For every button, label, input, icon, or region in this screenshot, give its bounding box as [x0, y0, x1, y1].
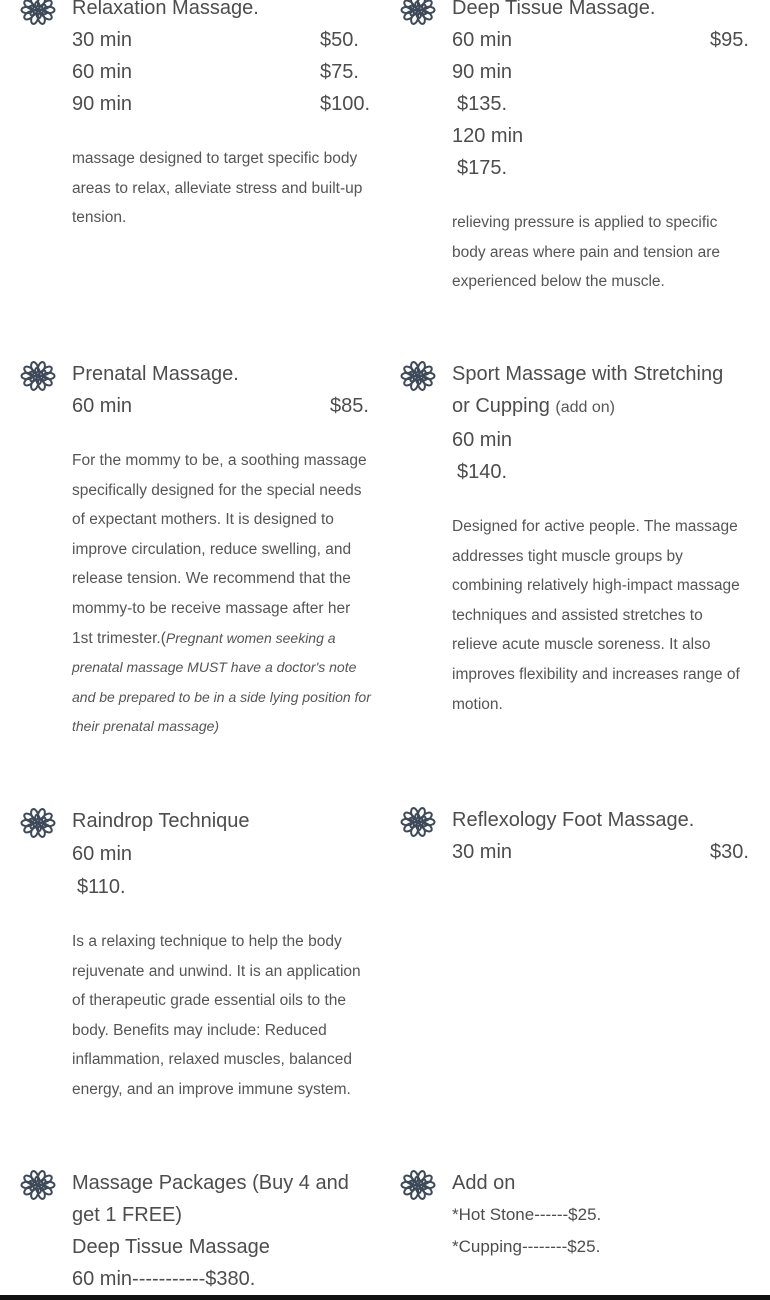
service-description: relieving pressure is applied to specific body areas where pain and tension are experienced below the muscle. — [452, 214, 720, 291]
addon-item: *Hot Stone------$25. — [452, 1205, 602, 1224]
duration-row: 60 min — [452, 429, 513, 451]
duration-row: 60 min — [72, 843, 133, 865]
package-title-line2: get 1 FREE) — [72, 1204, 183, 1226]
lotus-icon — [400, 806, 436, 838]
price-row: $135. — [457, 93, 508, 115]
package-service: Deep Tissue Massage — [72, 1236, 270, 1258]
price-row — [72, 390, 372, 422]
price-row: $175. — [457, 157, 508, 179]
service-reflexology — [452, 804, 752, 868]
duration-row: 90 min — [452, 61, 513, 83]
lotus-icon — [400, 360, 436, 392]
lotus-icon — [20, 807, 56, 839]
price-row: $110. — [77, 876, 126, 898]
service-description: massage designed to target specific body areas to relax, alleviate stress and built-up tension. — [72, 150, 363, 227]
service-sport — [452, 358, 752, 719]
add-on-note: (add on) — [555, 399, 615, 416]
service-title-line1: Sport Massage with Stretching — [452, 363, 724, 385]
service-title: Raindrop Technique — [72, 810, 250, 832]
service-relaxation — [72, 0, 372, 233]
service-raindrop — [72, 805, 372, 1105]
doctor-note: Pregnant women seeking a prenatal massage MUST have a doctor's note and be prepared to be in a side lying position for their prenatal massage) — [72, 629, 371, 735]
price: $30. — [710, 841, 749, 863]
duration: 90 min — [72, 93, 133, 115]
bottom-bar — [0, 1295, 770, 1300]
package-title-line1: Massage Packages (Buy 4 and — [72, 1172, 349, 1194]
service-packages — [72, 1167, 372, 1295]
price-row — [72, 24, 372, 56]
lotus-icon — [400, 0, 436, 26]
service-description — [72, 446, 372, 742]
service-title: Deep Tissue Massage. — [452, 0, 656, 19]
service-title-line2 — [452, 390, 752, 424]
price-row — [72, 56, 372, 88]
service-prenatal — [72, 358, 372, 742]
service-deep-tissue — [452, 0, 752, 297]
price-row — [452, 836, 752, 868]
service-title-text: or Cupping — [452, 395, 550, 417]
addon-title: Add on — [452, 1172, 516, 1194]
price: $85. — [330, 395, 369, 417]
price-row — [72, 88, 372, 120]
lotus-icon — [20, 360, 56, 392]
price-row: $140. — [457, 461, 508, 483]
duration: 30 min — [72, 29, 133, 51]
service-description: Is a relaxing technique to help the body rejuvenate and unwind. It is an application of therapeutic grade essential oils to the body. Benefits may include: Reduced inflammation, relaxed muscles, balanced energy, and an improve immune system. — [72, 933, 361, 1098]
description-text: For the mommy to be, a soothing massage specifically designed for the special needs of expectant mothers. It is designed to improve circulation, reduce swelling, and release tension. We recommend that the mommy-to be receive massage after her 1st trimester.( — [72, 452, 367, 647]
lotus-icon — [400, 1169, 436, 1201]
price-row — [452, 24, 752, 56]
service-title: Prenatal Massage. — [72, 363, 239, 385]
service-addon — [452, 1167, 752, 1263]
addon-item: *Cupping--------$25. — [452, 1237, 601, 1256]
duration-row: 120 min — [452, 125, 524, 147]
service-title: Relaxation Massage. — [72, 0, 259, 19]
package-price: 60 min-----------$380. — [72, 1268, 256, 1290]
price: $50. — [320, 29, 359, 51]
price: $75. — [320, 61, 359, 83]
duration: 60 min — [452, 29, 513, 51]
price: $95. — [710, 29, 749, 51]
duration: 60 min — [72, 395, 133, 417]
service-description: Designed for active people. The massage addresses tight muscle groups by combining relatively high-impact massage techniques and assisted stretches to relieve acute muscle soreness. It also improves flexibility and increases range of motion. — [452, 518, 740, 713]
duration: 60 min — [72, 61, 133, 83]
price: $100. — [320, 93, 371, 115]
service-title: Reflexology Foot Massage. — [452, 809, 695, 831]
lotus-icon — [20, 0, 56, 26]
lotus-icon — [20, 1169, 56, 1201]
duration: 30 min — [452, 841, 513, 863]
